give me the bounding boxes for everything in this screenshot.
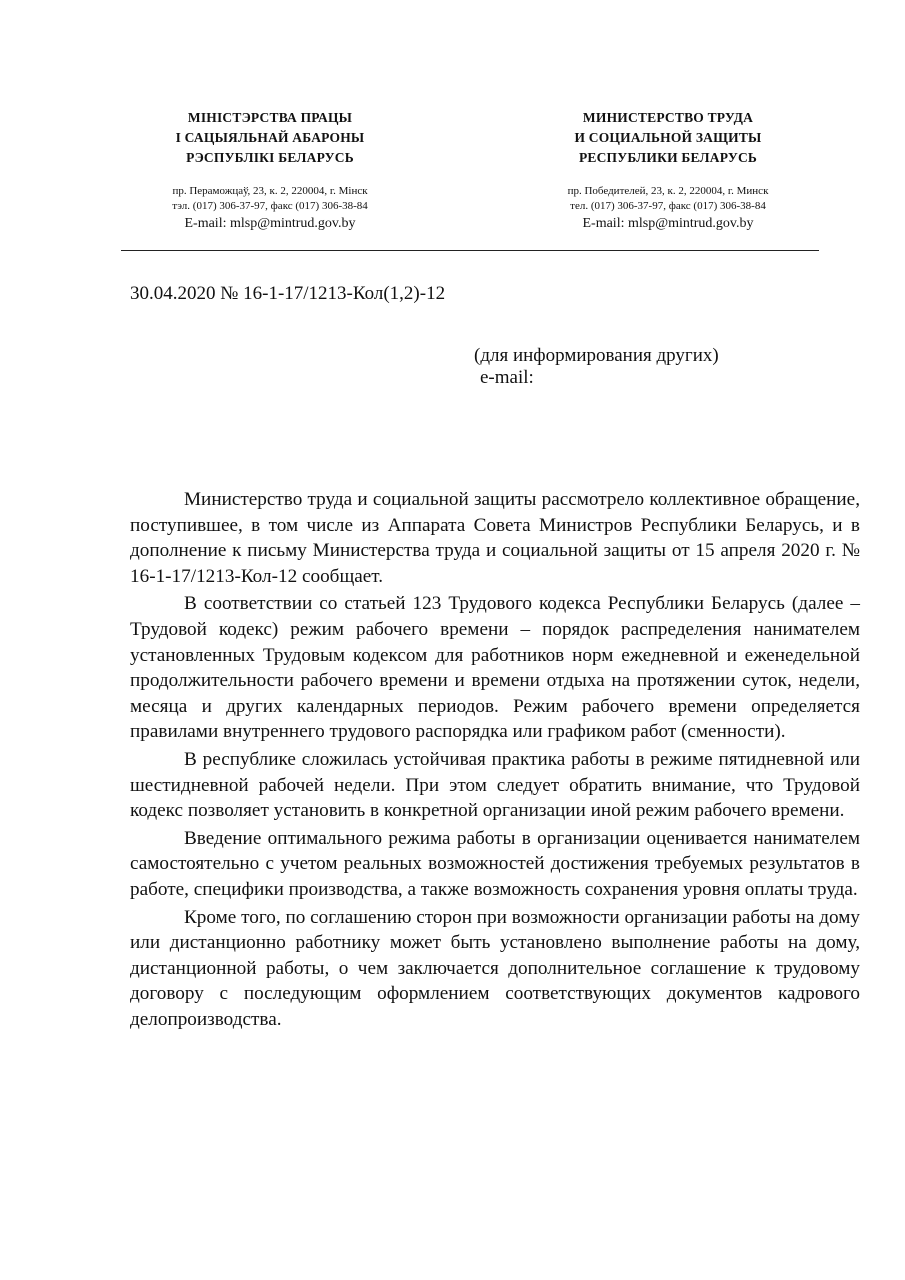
header-divider	[121, 250, 819, 251]
body-paragraph: Кроме того, по соглашению сторон при возможности организации работы на дому или дистанционно работнику может быть установлено выполнение работы на дому, дистанционной работы, о чем заключается дополнительное соглашение к трудовому договору с последующим оформлением соответствующих документов кадрового делопроизводства.	[130, 906, 860, 1030]
recipient-email-label: e-mail:	[480, 367, 534, 388]
ministry-name-ru	[498, 108, 838, 168]
email-line: E-mail: mlsp@mintrud.gov.by	[582, 216, 754, 231]
body-paragraph: В соответствии со статьей 123 Трудового кодекса Республики Беларусь (далее – Трудовой кодекс) режим рабочего времени – порядок распределения нанимателем установленных Трудовым кодексом для работников норм ежедневной и еженедельной продолжительности рабочего времени и времени отдыха на протяжении суток, недели, месяца и других календарных периодов. Режим рабочего времени определяется правилами внутреннего трудового распорядка или графиком работ (сменности).	[130, 593, 860, 743]
address-block-by	[100, 184, 440, 214]
phone-line: тэл. (017) 306-37-97, факс (017) 306-38-84	[172, 200, 368, 212]
letterhead-belarusian	[100, 108, 440, 233]
body-paragraph: В республике сложилась устойчивая практика работы в режиме пятидневной или шестидневной рабочей недели. При этом следует обратить внимание, что Трудовой кодекс позволяет установить в конкретной организации иной режим рабочего времени.	[130, 748, 860, 822]
ministry-name-line: МИНИСТЕРСТВО ТРУДА	[582, 110, 754, 125]
body-paragraph: Министерство труда и социальной защиты рассмотрело коллективное обращение, поступившее, в том числе из Аппарата Совета Министров Республики Беларусь, и в дополнение к письму Министерства труда и социальной защиты от 15 апреля 2020 г. № 16-1-17/1213-Кол-12 сообщает.	[130, 489, 860, 587]
phone-line: тел. (017) 306-37-97, факс (017) 306-38-84	[570, 200, 766, 212]
document-reference: 30.04.2020 № 16-1-17/1213-Кол(1,2)-12	[130, 283, 446, 304]
recipient-block	[474, 345, 719, 389]
ministry-name-line: И СОЦИАЛЬНОЙ ЗАЩИТЫ	[574, 130, 762, 145]
ministry-name-line: РЭСПУБЛІКІ БЕЛАРУСЬ	[186, 150, 354, 165]
address-line: пр. Пераможцаў, 23, к. 2, 220004, г. Мінск	[172, 185, 368, 197]
ministry-name-line: РЕСПУБЛИКИ БЕЛАРУСЬ	[578, 150, 758, 165]
letter-body	[130, 487, 860, 1032]
ministry-name-by	[100, 108, 440, 168]
ministry-name-line: І САЦЫЯЛЬНАЙ АБАРОНЫ	[175, 130, 365, 145]
letterhead-russian	[498, 108, 838, 233]
email-line: E-mail: mlsp@mintrud.gov.by	[184, 216, 356, 231]
address-block-ru	[498, 184, 838, 214]
recipient-line: (для информирования других)	[474, 345, 719, 366]
body-paragraph: Введение оптимального режима работы в организации оценивается нанимателем самостоятельно с учетом реальных возможностей достижения требуемых результатов в работе, специфики производства, а также возможность сохранения уровня оплаты труда.	[130, 827, 860, 900]
ministry-name-line: МІНІСТЭРСТВА ПРАЦЫ	[187, 110, 353, 125]
address-line: пр. Победителей, 23, к. 2, 220004, г. Минск	[567, 185, 769, 197]
